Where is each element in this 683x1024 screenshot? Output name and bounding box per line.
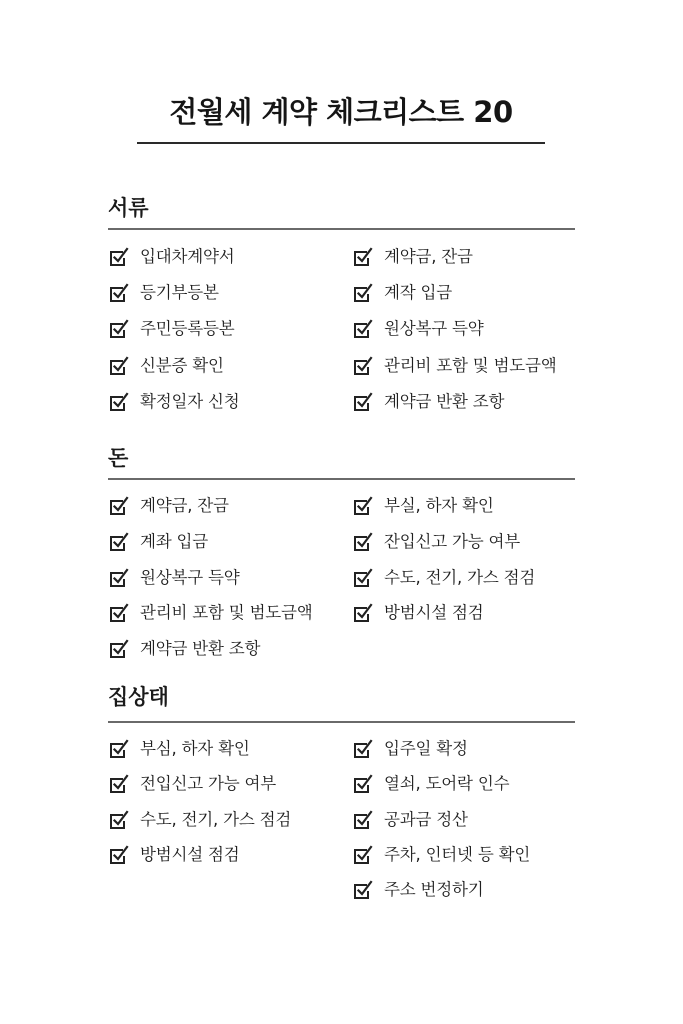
checklist-item[interactable]	[108, 530, 208, 554]
section-divider	[108, 721, 575, 723]
checklist-item[interactable]	[108, 566, 239, 590]
item-label: 주차, 인터넷 등 확인	[384, 845, 531, 864]
item-label: 계약금 반환 조항	[140, 639, 261, 658]
checked-checkbox-icon[interactable]	[108, 495, 130, 517]
item-label: 계약금, 잔금	[384, 247, 473, 266]
checked-checkbox-icon[interactable]	[108, 282, 130, 304]
checked-checkbox-icon[interactable]	[352, 844, 374, 866]
checklist-item[interactable]	[352, 317, 483, 341]
checklist-item[interactable]	[352, 566, 535, 590]
item-label: 수도, 전기, 가스 점검	[140, 810, 292, 829]
checklist-item[interactable]	[108, 354, 224, 378]
checked-checkbox-icon[interactable]	[108, 355, 130, 377]
checked-checkbox-icon[interactable]	[352, 738, 374, 760]
checklist-item[interactable]	[108, 772, 276, 796]
checked-checkbox-icon[interactable]	[352, 602, 374, 624]
checked-checkbox-icon[interactable]	[352, 531, 374, 553]
item-label: 원상복구 득약	[384, 319, 484, 338]
item-label: 공과금 정산	[384, 810, 468, 829]
checklist-item[interactable]	[108, 281, 219, 305]
item-label: 부실, 하자 확인	[384, 496, 494, 515]
item-label: 잔입신고 가능 여부	[384, 532, 521, 551]
section-heading: 서류	[108, 196, 149, 220]
checked-checkbox-icon[interactable]	[352, 495, 374, 517]
section-heading: 집상태	[108, 685, 169, 709]
checklist-item[interactable]	[108, 317, 234, 341]
item-label: 원상복구 득약	[140, 568, 240, 587]
checked-checkbox-icon[interactable]	[108, 738, 130, 760]
item-label: 주소 번정하기	[384, 880, 484, 899]
checked-checkbox-icon[interactable]	[108, 809, 130, 831]
checked-checkbox-icon[interactable]	[352, 809, 374, 831]
item-label: 전입신고 가능 여부	[140, 774, 277, 793]
item-label: 관리비 포함 및 범도금액	[384, 356, 557, 375]
checklist-item[interactable]	[352, 808, 468, 832]
checked-checkbox-icon[interactable]	[108, 602, 130, 624]
checked-checkbox-icon[interactable]	[352, 773, 374, 795]
checklist-item[interactable]	[352, 494, 494, 518]
item-label: 등기부등본	[140, 283, 219, 302]
checked-checkbox-icon[interactable]	[108, 391, 130, 413]
checklist-item[interactable]	[352, 843, 530, 867]
checked-checkbox-icon[interactable]	[352, 567, 374, 589]
checklist-item[interactable]	[352, 281, 452, 305]
item-label: 방범시설 점검	[384, 603, 484, 622]
item-label: 계약금 반환 조항	[384, 392, 505, 411]
item-label: 신분증 확인	[140, 356, 224, 375]
item-label: 입주일 확정	[384, 739, 468, 758]
checked-checkbox-icon[interactable]	[108, 318, 130, 340]
item-label: 방범시설 점검	[140, 845, 240, 864]
section-heading: 돈	[108, 446, 129, 470]
checklist-item[interactable]	[352, 390, 504, 414]
title-underline	[137, 142, 545, 144]
checked-checkbox-icon[interactable]	[108, 773, 130, 795]
checklist-item[interactable]	[108, 494, 229, 518]
checklist-item[interactable]	[352, 601, 483, 625]
checklist-item[interactable]	[108, 808, 291, 832]
item-label: 입대차계약서	[140, 247, 235, 266]
checklist-item[interactable]	[352, 772, 509, 796]
checked-checkbox-icon[interactable]	[108, 531, 130, 553]
item-label: 계약금, 잔금	[140, 496, 229, 515]
checked-checkbox-icon[interactable]	[108, 638, 130, 660]
page-title: 전월세 계약 체크리스트 20	[169, 95, 513, 129]
checked-checkbox-icon[interactable]	[108, 246, 130, 268]
item-label: 관리비 포함 및 범도금액	[140, 603, 313, 622]
item-label: 부심, 하자 확인	[140, 739, 250, 758]
checklist-item[interactable]	[108, 601, 313, 625]
item-label: 확정일자 신청	[140, 392, 240, 411]
checked-checkbox-icon[interactable]	[352, 318, 374, 340]
checklist-item[interactable]	[108, 843, 239, 867]
checked-checkbox-icon[interactable]	[352, 391, 374, 413]
checklist-item[interactable]	[108, 245, 234, 269]
item-label: 주민등록등본	[140, 319, 235, 338]
item-label: 계좌 입금	[140, 532, 209, 551]
item-label: 열쇠, 도어락 인수	[384, 774, 510, 793]
checklist-item[interactable]	[352, 245, 473, 269]
checklist-item[interactable]	[352, 354, 557, 378]
checked-checkbox-icon[interactable]	[352, 879, 374, 901]
checked-checkbox-icon[interactable]	[352, 246, 374, 268]
section-divider	[108, 478, 575, 480]
checklist-item[interactable]	[352, 878, 483, 902]
checklist-item[interactable]	[352, 530, 520, 554]
item-label: 수도, 전기, 가스 점검	[384, 568, 536, 587]
checked-checkbox-icon[interactable]	[108, 567, 130, 589]
checklist-item[interactable]	[352, 737, 468, 761]
checklist-item[interactable]	[108, 737, 250, 761]
checked-checkbox-icon[interactable]	[108, 844, 130, 866]
item-label: 계작 입금	[384, 283, 453, 302]
checklist-item[interactable]	[108, 637, 260, 661]
checked-checkbox-icon[interactable]	[352, 282, 374, 304]
section-divider	[108, 228, 575, 230]
checklist-item[interactable]	[108, 390, 239, 414]
checked-checkbox-icon[interactable]	[352, 355, 374, 377]
